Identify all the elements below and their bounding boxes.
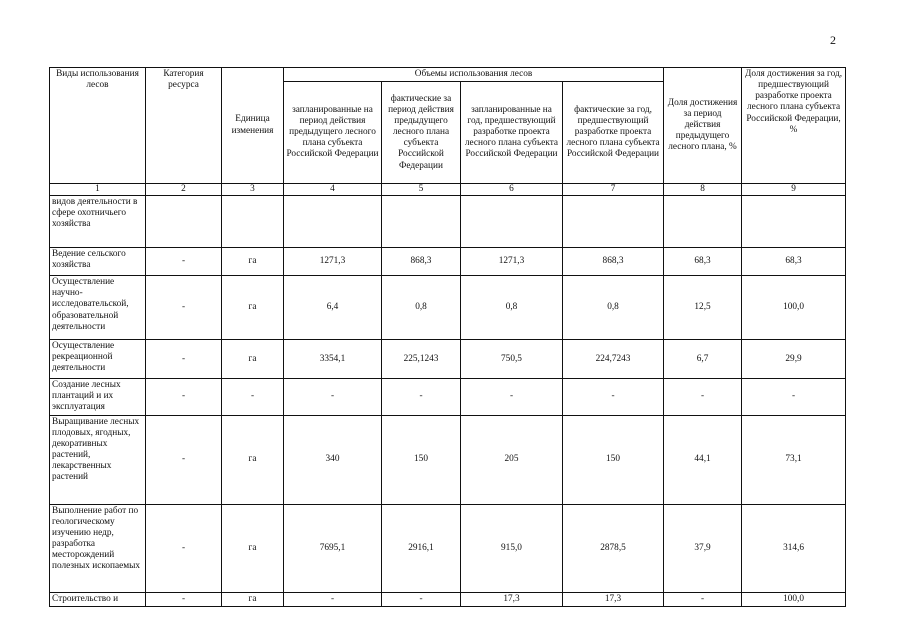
row-share-period — [664, 196, 742, 248]
row-planned-period: 3354,1 — [284, 340, 382, 379]
row-unit: га — [222, 415, 284, 504]
row-actual-period: 868,3 — [382, 248, 461, 276]
header-share-period: Доля достижения за период действия предыдущего лесного плана, % — [664, 68, 742, 184]
row-share-year: 73,1 — [742, 415, 846, 504]
row-share-year: - — [742, 379, 846, 415]
table-row — [50, 504, 846, 592]
row-use-type: Ведение сельского хозяйства — [50, 248, 146, 276]
column-number: 1 — [50, 184, 146, 196]
table-row — [50, 379, 846, 415]
row-category: - — [146, 248, 222, 276]
forest-use-table — [49, 67, 846, 607]
row-actual-year: 224,7243 — [563, 340, 664, 379]
header-unit: Единица изменения — [222, 68, 284, 184]
row-share-period: 37,9 — [664, 504, 742, 592]
row-actual-period: 2916,1 — [382, 504, 461, 592]
page-number: 2 — [830, 33, 836, 47]
row-actual-year: - — [563, 379, 664, 415]
row-share-year: 314,6 — [742, 504, 846, 592]
row-share-period: 6,7 — [664, 340, 742, 379]
row-actual-period: 150 — [382, 415, 461, 504]
row-planned-period — [284, 196, 382, 248]
row-category: - — [146, 379, 222, 415]
header-share-year: Доля достижения за год, предшествующий разработке проекта лесного плана субъекта Российской Федерации, % — [742, 68, 846, 184]
column-number: 8 — [664, 184, 742, 196]
row-share-period: 12,5 — [664, 276, 742, 340]
row-category: - — [146, 504, 222, 592]
row-unit: га — [222, 592, 284, 606]
row-unit: га — [222, 504, 284, 592]
row-unit: га — [222, 340, 284, 379]
column-number: 9 — [742, 184, 846, 196]
row-actual-period: 0,8 — [382, 276, 461, 340]
header-planned-period: запланированные на период действия предыдущего лесного плана субъекта Российской Федерации — [284, 82, 382, 184]
row-actual-year: 868,3 — [563, 248, 664, 276]
row-actual-year: 0,8 — [563, 276, 664, 340]
row-planned-year: 915,0 — [461, 504, 563, 592]
row-unit: - — [222, 379, 284, 415]
row-actual-year: 17,3 — [563, 592, 664, 606]
row-actual-period: 225,1243 — [382, 340, 461, 379]
table-row — [50, 340, 846, 379]
column-number: 7 — [563, 184, 664, 196]
row-planned-period: 1271,3 — [284, 248, 382, 276]
column-number: 5 — [382, 184, 461, 196]
column-number: 2 — [146, 184, 222, 196]
row-actual-year — [563, 196, 664, 248]
row-category: - — [146, 415, 222, 504]
row-category: - — [146, 340, 222, 379]
table-body — [50, 196, 846, 607]
header-planned-year: запланированные на год, предшествующий разработке проекта лесного плана субъекта Российской Федерации — [461, 82, 563, 184]
row-unit: га — [222, 276, 284, 340]
table-row — [50, 276, 846, 340]
row-share-year: 100,0 — [742, 276, 846, 340]
row-planned-period: 7695,1 — [284, 504, 382, 592]
column-numbers-row — [50, 184, 846, 196]
row-unit — [222, 196, 284, 248]
row-share-period: - — [664, 592, 742, 606]
row-planned-year: 0,8 — [461, 276, 563, 340]
column-number: 4 — [284, 184, 382, 196]
row-planned-period: - — [284, 379, 382, 415]
table-header — [50, 68, 846, 196]
header-actual-period: фактические за период действия предыдущего лесного плана субъекта Российской Федерации — [382, 82, 461, 184]
table-row — [50, 196, 846, 248]
row-category: - — [146, 276, 222, 340]
row-use-type: Осуществление научно-исследовательской, образовательной деятельности — [50, 276, 146, 340]
row-share-period: - — [664, 379, 742, 415]
row-use-type: Выращивание лесных плодовых, ягодных, декоративных растений, лекарственных растений — [50, 415, 146, 504]
row-planned-period: 340 — [284, 415, 382, 504]
row-share-year: 100,0 — [742, 592, 846, 606]
row-share-year: 29,9 — [742, 340, 846, 379]
row-actual-year: 150 — [563, 415, 664, 504]
row-planned-year: 1271,3 — [461, 248, 563, 276]
row-use-type: видов деятельности в сфере охотничьего хозяйства — [50, 196, 146, 248]
header-use-types: Виды использования лесов — [50, 68, 146, 184]
table-row — [50, 248, 846, 276]
row-planned-period: 6,4 — [284, 276, 382, 340]
row-actual-period: - — [382, 592, 461, 606]
row-planned-period: - — [284, 592, 382, 606]
row-use-type: Осуществление рекреационной деятельности — [50, 340, 146, 379]
row-planned-year: 17,3 — [461, 592, 563, 606]
row-use-type: Выполнение работ по геологическому изучению недр, разработка месторождений полезных ископаемых — [50, 504, 146, 592]
row-share-year — [742, 196, 846, 248]
table-row — [50, 415, 846, 504]
row-planned-year: 205 — [461, 415, 563, 504]
header-actual-year: фактические за год, предшествующий разработке проекта лесного плана субъекта Российской Федерации — [563, 82, 664, 184]
row-share-period: 68,3 — [664, 248, 742, 276]
header-resource-category: Категория ресурса — [146, 68, 222, 184]
header-volumes-group: Объемы использования лесов — [284, 68, 664, 82]
row-planned-year: 750,5 — [461, 340, 563, 379]
row-planned-year: - — [461, 379, 563, 415]
row-actual-year: 2878,5 — [563, 504, 664, 592]
row-actual-period: - — [382, 379, 461, 415]
row-planned-year — [461, 196, 563, 248]
row-share-period: 44,1 — [664, 415, 742, 504]
row-category — [146, 196, 222, 248]
column-number: 6 — [461, 184, 563, 196]
row-unit: га — [222, 248, 284, 276]
row-actual-period — [382, 196, 461, 248]
table-row — [50, 592, 846, 606]
row-category: - — [146, 592, 222, 606]
row-share-year: 68,3 — [742, 248, 846, 276]
column-number: 3 — [222, 184, 284, 196]
row-use-type: Создание лесных плантаций и их эксплуатация — [50, 379, 146, 415]
row-use-type: Строительство и — [50, 592, 146, 606]
